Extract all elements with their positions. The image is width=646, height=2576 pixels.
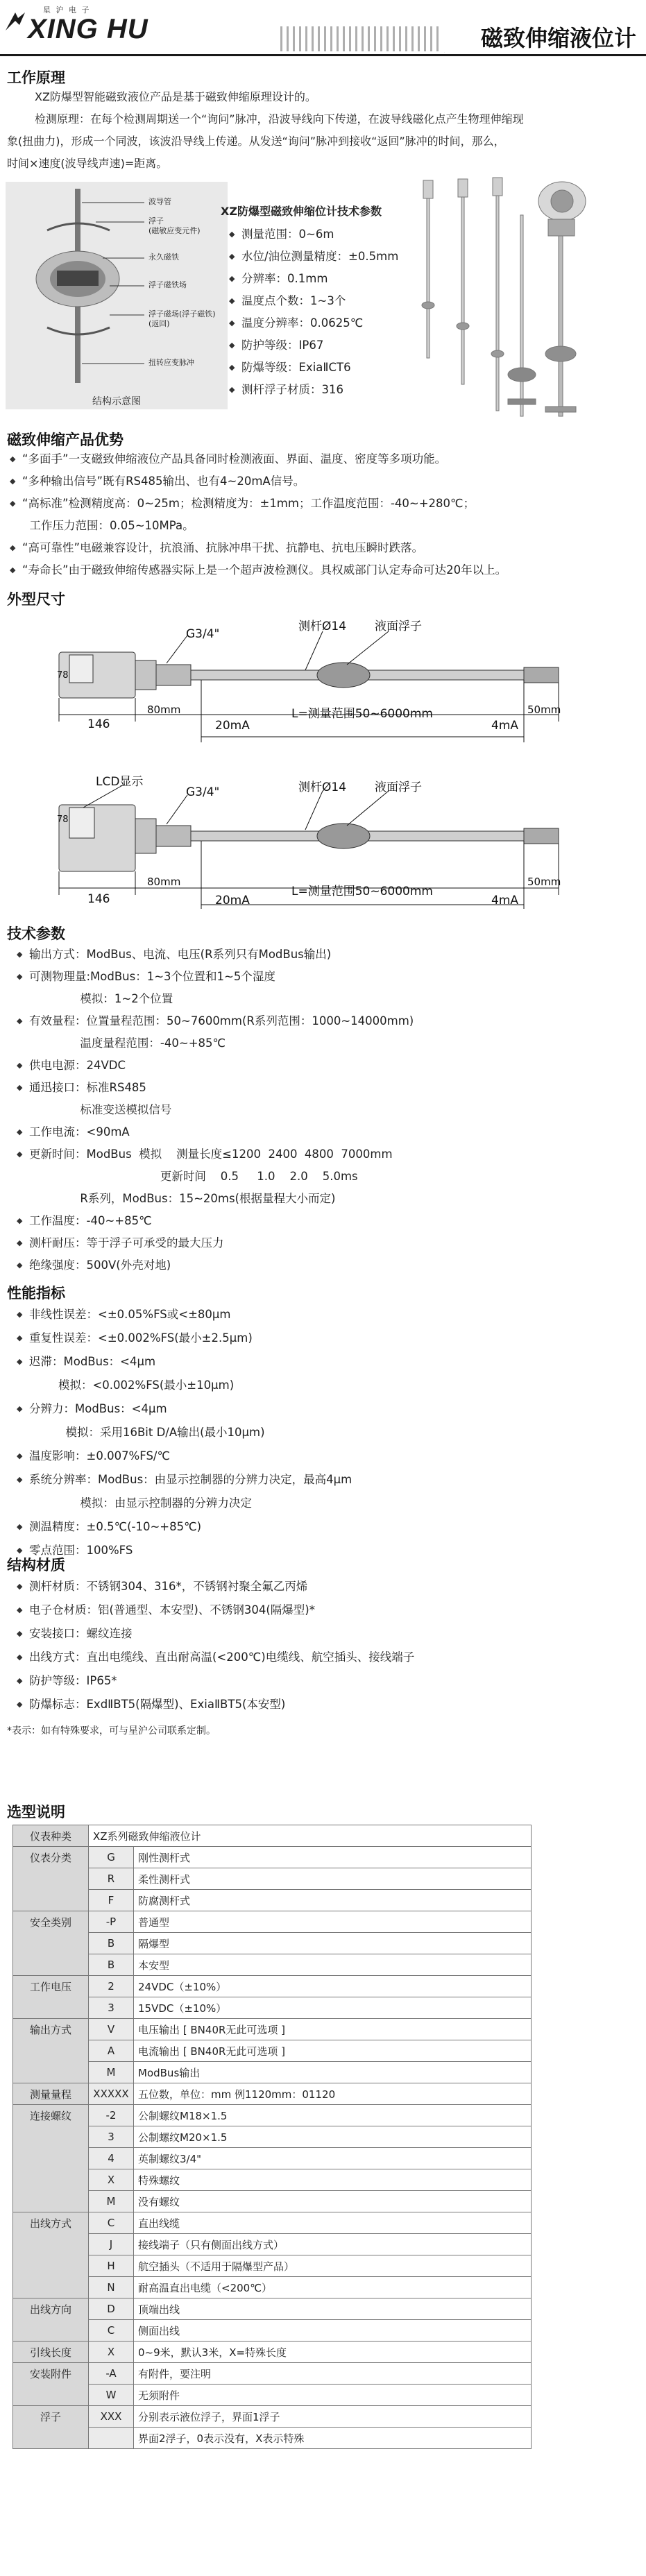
selection-cell: 仪表种类 xyxy=(13,1825,89,1847)
tech-item: ◆ 绝缘强度：500V(外壳对地) xyxy=(14,1254,414,1277)
spec-item: ◆ 测杆浮子材质：316 xyxy=(229,383,343,396)
selection-cell: M xyxy=(89,2191,134,2212)
tech-item: R系列，ModBus：15~20ms(根据量程大小而定) xyxy=(29,1192,336,1205)
bullet-icon: ◆ xyxy=(17,1522,23,1531)
tech-item: ◆ 工作电流：<90mA xyxy=(14,1121,414,1143)
selection-cell: 无须附件 xyxy=(134,2385,532,2406)
selection-cell xyxy=(13,1997,89,2019)
selection-cell: G xyxy=(89,1847,134,1868)
selection-cell xyxy=(13,1933,89,1954)
dim1-h78: 78 xyxy=(57,670,69,681)
bullet-icon: ◆ xyxy=(17,1629,23,1638)
selection-table xyxy=(12,1825,532,2449)
selection-cell: 侧面出线 xyxy=(134,2320,532,2342)
diagram-label: 浮子 xyxy=(148,216,164,225)
material-item: ◆ 安装接口：螺纹连接 xyxy=(14,1622,414,1646)
structure-diagram-drawing xyxy=(6,182,228,390)
selection-cell xyxy=(13,1890,89,1911)
selection-cell: C xyxy=(89,2212,134,2234)
selection-cell: 浮子 xyxy=(13,2406,89,2428)
dim2-ma4: 4mA xyxy=(491,894,519,907)
logo-cn: 星 沪 电 子 xyxy=(43,6,91,15)
spec-list xyxy=(229,223,398,401)
selection-cell: H xyxy=(89,2255,134,2277)
selection-cell: 安装附件 xyxy=(13,2363,89,2385)
bullet-icon: ◆ xyxy=(17,1700,23,1709)
spec-title: XZ防爆型磁致伸缩位计技术参数 xyxy=(221,205,382,218)
dim1-ma4: 4mA xyxy=(491,719,519,733)
selection-cell: 航空插头（不适用于隔爆型产品） xyxy=(134,2255,532,2277)
dim2-rod: 测杆Ø14 xyxy=(298,781,347,794)
selection-cell: 3 xyxy=(89,2126,134,2148)
bullet-icon: ◆ xyxy=(17,1150,23,1159)
tech-item: 更新时间 0.5 1.0 2.0 5.0ms xyxy=(29,1170,358,1183)
diagram-label: (磁敏应变元件) xyxy=(148,226,201,235)
tech-item: 温度量程范围：-40~+85℃ xyxy=(29,1037,226,1050)
bullet-icon: ◆ xyxy=(17,1238,23,1247)
tech-list xyxy=(14,944,414,1277)
selection-cell: XXX xyxy=(89,2406,134,2428)
selection-cell: 刚性测杆式 xyxy=(134,1847,532,1868)
selection-cell: C xyxy=(89,2320,134,2342)
bullet-icon: ◆ xyxy=(17,1605,23,1614)
tech-item: ◆ 更新时间：ModBus 模拟 测量长度≤1200 2400 4800 7000mm xyxy=(14,1143,414,1166)
selection-cell: 界面2浮子，0表示没有，X表示特殊 xyxy=(134,2428,532,2449)
selection-cell xyxy=(13,2320,89,2342)
selection-cell xyxy=(13,1954,89,1976)
selection-row xyxy=(13,2385,532,2406)
selection-row xyxy=(13,2298,532,2320)
perf-list xyxy=(14,1303,352,1562)
advantage-item: ◆ “多种输出信号”既有RS485输出、也有4~20mA信号。 xyxy=(10,475,305,488)
selection-cell: 有附件，要注明 xyxy=(134,2363,532,2385)
selection-cell: W xyxy=(89,2385,134,2406)
dim1-thread: G3/4" xyxy=(186,627,220,641)
selection-row xyxy=(13,2277,532,2298)
product-photo xyxy=(416,173,638,423)
selection-cell xyxy=(13,2234,89,2255)
material-note: *表示：如有特殊要求，可与星沪公司联系定制。 xyxy=(7,1725,216,1737)
dim1-w146: 146 xyxy=(87,717,110,731)
dim2-w146: 146 xyxy=(87,892,110,906)
diagram-label: 永久磁铁 xyxy=(148,253,179,262)
selection-row xyxy=(13,2406,532,2428)
selection-cell xyxy=(13,2428,89,2449)
selection-cell: J xyxy=(89,2234,134,2255)
selection-cell xyxy=(13,2191,89,2212)
advantage-item: 工作压力范围：0.05~10MPa。 xyxy=(22,519,194,532)
perf-item: ◆ 零点范围：100%FS xyxy=(14,1539,352,1562)
bullet-icon: ◆ xyxy=(17,1261,23,1270)
selection-cell xyxy=(13,2169,89,2191)
spec-item: ◆ 防护等级：IP67 xyxy=(229,339,324,352)
material-item: ◆ 防爆标志：ExdⅡBT5(隔爆型)、ExiaⅡBT5(本安型) xyxy=(14,1693,414,1716)
dim1-ma20: 20mA xyxy=(215,719,250,733)
diagram-label: (返回) xyxy=(148,319,170,328)
selection-cell xyxy=(13,2385,89,2406)
selection-cell xyxy=(13,2040,89,2062)
dim2-h78: 78 xyxy=(57,814,69,825)
selection-row xyxy=(13,2320,532,2342)
selection-cell: 出线方式 xyxy=(13,2212,89,2234)
selection-row xyxy=(13,1954,532,1976)
selection-row xyxy=(13,2019,532,2040)
selection-cell: 公制螺纹M18×1.5 xyxy=(134,2105,532,2126)
tech-item: 模拟：1~2个位置 xyxy=(29,992,173,1005)
bullet-icon: ◆ xyxy=(17,1582,23,1591)
page-title: 磁致伸缩液位计 xyxy=(445,24,646,53)
dim2-thread: G3/4" xyxy=(186,785,220,799)
dim2-range: L=测量范围50~6000mm xyxy=(291,885,433,898)
material-list xyxy=(14,1575,414,1716)
principle-p2b: 象(扭曲力)，形成一个同波，该波沿导线上传递。从发送“询问”脉冲到接收“返回”脉冲的时间，那么， xyxy=(7,135,505,148)
selection-row xyxy=(13,2062,532,2083)
selection-cell: 24VDC（±10%） xyxy=(134,1976,532,1997)
bullet-icon: ◆ xyxy=(17,1310,23,1319)
selection-cell: -A xyxy=(89,2363,134,2385)
spec-item: ◆ 分辨率：0.1mm xyxy=(229,272,328,285)
perf-item: ◆ 迟滞：ModBus：<4μm xyxy=(14,1350,352,1374)
selection-cell: 0~9米，默认3米，X=特殊长度 xyxy=(134,2342,532,2363)
bullet-icon: ◆ xyxy=(17,1333,23,1342)
selection-row xyxy=(13,2191,532,2212)
selection-row xyxy=(13,2342,532,2363)
selection-cell: 柔性测杆式 xyxy=(134,1868,532,1890)
principle-p2a: 检测原理：在每个检测周期送一个“询问”脉冲，沿波导线向下传递，在波导线磁化点产生物理伸缩现 xyxy=(35,112,524,126)
selection-row xyxy=(13,2040,532,2062)
selection-cell: 15VDC（±10%） xyxy=(134,1997,532,2019)
selection-row xyxy=(13,1847,532,1868)
selection-cell: 普通型 xyxy=(134,1911,532,1933)
selection-cell: ModBus输出 xyxy=(134,2062,532,2083)
selection-cell xyxy=(13,2255,89,2277)
perf-item: 模拟：采用16Bit D/A输出(最小10μm) xyxy=(29,1426,265,1439)
material-heading: 结构材质 xyxy=(7,1557,65,1573)
selection-cell: -P xyxy=(89,1911,134,1933)
principle-p1: XZ防爆型智能磁致液位产品是基于磁致伸缩原理设计的。 xyxy=(35,90,316,103)
selection-cell: 出线方向 xyxy=(13,2298,89,2320)
structure-diagram xyxy=(6,182,228,409)
material-item: ◆ 防护等级：IP65* xyxy=(14,1669,414,1693)
diagram-caption: 结构示意图 xyxy=(92,396,141,407)
selection-cell: 直出线缆 xyxy=(134,2212,532,2234)
dim1-float: 液面浮子 xyxy=(375,620,422,633)
perf-item: 模拟：由显示控制器的分辨力决定 xyxy=(29,1496,252,1510)
selection-cell: 公制螺纹M20×1.5 xyxy=(134,2126,532,2148)
selection-cell: 工作电压 xyxy=(13,1976,89,1997)
selection-cell: XZ系列磁致伸缩液位计 xyxy=(89,1825,532,1847)
selection-row xyxy=(13,1976,532,1997)
selection-cell: B xyxy=(89,1954,134,1976)
selection-row xyxy=(13,2234,532,2255)
selection-cell: 3 xyxy=(89,1997,134,2019)
selection-row xyxy=(13,1890,532,1911)
selection-row xyxy=(13,2428,532,2449)
spec-item: ◆ 温度点个数：1~3个 xyxy=(229,294,346,307)
selection-row xyxy=(13,1933,532,1954)
selection-cell: X xyxy=(89,2169,134,2191)
selection-cell: 连接螺纹 xyxy=(13,2105,89,2126)
selection-cell: 五位数，单位：mm 例1120mm：01120 xyxy=(134,2083,532,2105)
selection-cell: 本安型 xyxy=(134,1954,532,1976)
selection-cell: 电流输出 [ BN40R无此可选项 ] xyxy=(134,2040,532,2062)
selection-row xyxy=(13,2148,532,2169)
logo-en: XING HU xyxy=(28,14,148,44)
selection-row xyxy=(13,2083,532,2105)
header-stripes xyxy=(280,26,440,51)
perf-item: ◆ 温度影响：±0.007%FS/℃ xyxy=(14,1444,352,1468)
selection-cell: 接线端子（只有侧面出线方式） xyxy=(134,2234,532,2255)
tech-item: ◆ 输出方式：ModBus、电流、电压(R系列只有ModBus输出) xyxy=(14,944,414,966)
spec-item: ◆ 水位/油位测量精度：±0.5mm xyxy=(229,250,399,263)
dim2-d80: 80mm xyxy=(147,876,181,888)
selection-cell: XXXXX xyxy=(89,2083,134,2105)
logo-mark-icon xyxy=(4,10,28,33)
tech-item: ◆ 工作温度：-40~+85℃ xyxy=(14,1210,414,1232)
bullet-icon: ◆ xyxy=(17,1451,23,1460)
selection-cell: X xyxy=(89,2342,134,2363)
diagram-label: 扭转应变脉冲 xyxy=(148,358,194,367)
dim2-ma20: 20mA xyxy=(215,894,250,907)
selection-cell xyxy=(13,2126,89,2148)
selection-row xyxy=(13,2363,532,2385)
bullet-icon: ◆ xyxy=(17,1216,23,1225)
diagram-label: 浮子磁场(浮子磁铁) xyxy=(148,309,216,318)
perf-item: ◆ 非线性误差：<±0.05%FS或<±80μm xyxy=(14,1303,352,1327)
tech-item: ◆ 供电电源：24VDC xyxy=(14,1055,414,1077)
perf-item: ◆ 系统分辨率：ModBus：由显示控制器的分辨力决定，最高4μm xyxy=(14,1468,352,1492)
selection-cell: R xyxy=(89,1868,134,1890)
selection-cell: 仪表分类 xyxy=(13,1847,89,1868)
selection-cell: M xyxy=(89,2062,134,2083)
bullet-icon: ◆ xyxy=(17,1083,23,1092)
selection-cell: N xyxy=(89,2277,134,2298)
selection-cell: 顶端出线 xyxy=(134,2298,532,2320)
selection-cell: 4 xyxy=(89,2148,134,2169)
advantages-heading: 磁致伸缩产品优势 xyxy=(7,432,124,448)
dim1-range: L=测量范围50~6000mm xyxy=(291,707,433,721)
selection-row xyxy=(13,2212,532,2234)
selection-cell: 电压输出 [ BN40R无此可选项 ] xyxy=(134,2019,532,2040)
bullet-icon: ◆ xyxy=(17,950,23,959)
dim1-rod: 测杆Ø14 xyxy=(298,620,347,633)
advantage-item: ◆ “高标准”检测精度高：0~25m；检测精度为：±1mm；工作温度范围：-40~+280℃； xyxy=(10,497,475,510)
selection-cell xyxy=(13,2062,89,2083)
dim2-d50: 50mm xyxy=(527,876,561,888)
spec-item: ◆ 防爆等级：ExiaⅡCT6 xyxy=(229,361,351,374)
selection-row xyxy=(13,2255,532,2277)
advantage-item: ◆ “多面手”一支磁致伸缩液位产品具备同时检测液面、界面、温度、密度等多项功能。 xyxy=(10,452,447,466)
selection-cell: D xyxy=(89,2298,134,2320)
diagram-label: 浮子磁铁场 xyxy=(148,280,187,289)
selection-row xyxy=(13,1997,532,2019)
bullet-icon: ◆ xyxy=(17,1357,23,1366)
dim1-d50: 50mm xyxy=(527,703,561,716)
dim1-d80: 80mm xyxy=(147,703,181,716)
bullet-icon: ◆ xyxy=(17,1546,23,1555)
diagram-label: 波导管 xyxy=(148,197,171,206)
perf-item: ◆ 分辨力：ModBus：<4μm xyxy=(14,1397,352,1421)
selection-cell: 测量量程 xyxy=(13,2083,89,2105)
selection-cell: 英制螺纹3/4" xyxy=(134,2148,532,2169)
selection-cell: 特殊螺纹 xyxy=(134,2169,532,2191)
material-item: ◆ 测杆材质：不锈钢304、316*，不锈钢衬聚全氟乙丙烯 xyxy=(14,1575,414,1598)
advantage-item: ◆ “寿命长”由于磁致伸缩传感器实际上是一个超声波检测仪。具权威部门认定寿命可达20年以上。 xyxy=(10,563,507,577)
tech-item: ◆ 可测物理量:ModBus：1~3个位置和1~5个湿度 xyxy=(14,966,414,988)
selection-table-wrap xyxy=(12,1825,637,2449)
perf-item: 模拟：<0.002%FS(最小±10μm) xyxy=(29,1379,235,1392)
spec-item: ◆ 测量范围：0~6m xyxy=(229,228,334,241)
tech-item: ◆ 测杆耐压：等于浮子可承受的最大压力 xyxy=(14,1232,414,1254)
bullet-icon: ◆ xyxy=(17,1061,23,1070)
selection-heading: 选型说明 xyxy=(7,1804,65,1820)
selection-cell: 没有螺纹 xyxy=(134,2191,532,2212)
bullet-icon: ◆ xyxy=(17,1475,23,1484)
dim2-lcd: LCD显示 xyxy=(96,775,144,789)
selection-cell: F xyxy=(89,1890,134,1911)
perf-heading: 性能指标 xyxy=(7,1285,65,1302)
tech-item: ◆ 有效量程：位置量程范围：50~7600mm(R系列范围：1000~14000mm) xyxy=(14,1010,414,1032)
selection-cell: 安全类别 xyxy=(13,1911,89,1933)
spec-item: ◆ 温度分辨率：0.0625℃ xyxy=(229,316,364,330)
selection-row xyxy=(13,1825,532,1847)
selection-cell: 隔爆型 xyxy=(134,1933,532,1954)
dimensions-heading: 外型尺寸 xyxy=(7,591,65,608)
bullet-icon: ◆ xyxy=(17,1127,23,1136)
selection-cell: 耐高温直出电缆（<200℃） xyxy=(134,2277,532,2298)
selection-cell: A xyxy=(89,2040,134,2062)
material-item: ◆ 出线方式：直出电缆线、直出耐高温(<200℃)电缆线、航空插头、接线端子 xyxy=(14,1646,414,1669)
selection-row xyxy=(13,1911,532,1933)
tech-item: ◆ 通迅接口：标准RS485 xyxy=(14,1077,414,1099)
principle-heading: 工作原理 xyxy=(7,69,65,86)
selection-cell: 分别表示液位浮子，界面1浮子 xyxy=(134,2406,532,2428)
advantage-item: ◆ “高可靠性”电磁兼容设计，抗浪涌、抗脉冲串干扰、抗静电、抗电压瞬时跌落。 xyxy=(10,541,424,554)
selection-cell: 输出方式 xyxy=(13,2019,89,2040)
selection-cell: B xyxy=(89,1933,134,1954)
selection-cell: V xyxy=(89,2019,134,2040)
selection-cell: 引线长度 xyxy=(13,2342,89,2363)
selection-row xyxy=(13,2126,532,2148)
bullet-icon: ◆ xyxy=(17,972,23,981)
tech-item: 标准变送模拟信号 xyxy=(29,1103,172,1116)
material-item: ◆ 电子仓材质：铝(普通型、本安型)、不锈钢304(隔爆型)* xyxy=(14,1598,414,1622)
selection-cell xyxy=(13,2148,89,2169)
bullet-icon: ◆ xyxy=(17,1016,23,1025)
selection-cell xyxy=(13,1868,89,1890)
selection-cell: 2 xyxy=(89,1976,134,1997)
dim2-float: 液面浮子 xyxy=(375,781,422,794)
selection-row xyxy=(13,1868,532,1890)
tech-heading: 技术参数 xyxy=(7,926,65,942)
selection-row xyxy=(13,2105,532,2126)
bullet-icon: ◆ xyxy=(17,1404,23,1413)
perf-item: ◆ 重复性误差：<±0.002%FS(最小±2.5μm) xyxy=(14,1327,352,1350)
selection-cell: 防腐测杆式 xyxy=(134,1890,532,1911)
perf-item: ◆ 测温精度：±0.5℃(-10~+85℃) xyxy=(14,1515,352,1539)
advantages-list xyxy=(7,448,507,581)
bullet-icon: ◆ xyxy=(17,1676,23,1685)
selection-cell: -2 xyxy=(89,2105,134,2126)
bullet-icon: ◆ xyxy=(17,1653,23,1662)
selection-cell xyxy=(13,2277,89,2298)
selection-row xyxy=(13,2169,532,2191)
selection-cell xyxy=(89,2428,134,2449)
principle-p2c: 时间×速度(波导线声速)=距离。 xyxy=(7,157,168,170)
